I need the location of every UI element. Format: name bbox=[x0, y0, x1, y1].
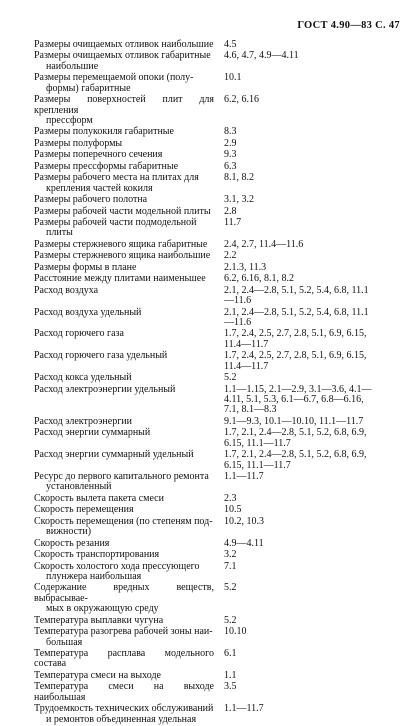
index-reference: 1.7, 2.1, 2.4—2.8, 5.1, 5.2, 6.8, 6.9, 6.15, 11.1—11.7 bbox=[224, 427, 367, 449]
term-line: Расход электроэнергии bbox=[34, 415, 132, 427]
index-entry bbox=[0, 95, 418, 126]
term-line: Размеры очищаемых отливок габаритные bbox=[34, 50, 211, 62]
index-reference: 2.1.3, 11.3 bbox=[224, 261, 267, 273]
term-continuation: формы) габаритные bbox=[46, 82, 131, 94]
term-line: Размеры формы в плане bbox=[34, 261, 137, 273]
index-reference: 9.1—9.3, 10.1—10.10, 11.1—11.7 bbox=[224, 415, 364, 427]
index-term bbox=[0, 207, 214, 217]
subject-index bbox=[0, 40, 418, 726]
index-term bbox=[0, 649, 214, 670]
index-reference: 11.7 bbox=[224, 217, 242, 229]
index-reference: 10.10 bbox=[224, 626, 247, 638]
index-reference: 9.3 bbox=[224, 149, 237, 161]
index-term bbox=[0, 539, 214, 549]
index-term bbox=[0, 263, 214, 273]
term-line: Трудоемкость технических обслуживаний bbox=[34, 703, 214, 715]
index-entry bbox=[0, 139, 418, 149]
index-reference: 2.3 bbox=[224, 492, 237, 504]
index-term bbox=[0, 195, 214, 205]
index-entry bbox=[0, 274, 418, 284]
term-line: Расход энергии суммарный bbox=[34, 427, 151, 439]
index-entry bbox=[0, 240, 418, 250]
index-entry bbox=[0, 562, 418, 583]
index-term bbox=[0, 472, 214, 493]
index-term bbox=[0, 308, 214, 329]
index-term bbox=[0, 351, 214, 372]
index-entry bbox=[0, 251, 418, 261]
term-continuation: наибольшие bbox=[46, 60, 99, 72]
index-entry bbox=[0, 351, 418, 372]
index-entry bbox=[0, 263, 418, 273]
index-reference: 6.2, 6.16, 8.1, 8.2 bbox=[224, 273, 294, 285]
index-entry bbox=[0, 207, 418, 217]
term-continuation: и ремонтов объединенная удельная bbox=[46, 713, 197, 725]
term-continuation: плунжера наибольшая bbox=[46, 570, 142, 582]
index-term bbox=[0, 240, 214, 250]
term-continuation: вижности) bbox=[46, 526, 92, 538]
index-term bbox=[0, 417, 214, 427]
index-term bbox=[0, 505, 214, 515]
term-line: Размеры очищаемых отливок наибольшие bbox=[34, 39, 214, 50]
index-entry bbox=[0, 505, 418, 515]
index-reference: 7.1 bbox=[224, 560, 237, 572]
index-reference: 4.6, 4.7, 4.9—4.11 bbox=[224, 50, 299, 62]
index-reference: 2.2 bbox=[224, 250, 237, 262]
index-term bbox=[0, 150, 214, 160]
index-term bbox=[0, 274, 214, 284]
term-line: Расход электроэнергии удельный bbox=[34, 383, 176, 395]
index-reference: 10.5 bbox=[224, 504, 242, 516]
term-line: Размеры поперечного сечения bbox=[34, 149, 163, 161]
index-entry bbox=[0, 450, 418, 471]
index-term bbox=[0, 40, 214, 50]
term-line: Скорость перемещения (по степеням под- bbox=[34, 515, 213, 527]
index-reference: 2.8 bbox=[224, 205, 237, 217]
term-line: Расход воздуха bbox=[34, 284, 99, 296]
index-term bbox=[0, 450, 214, 471]
term-line: Размеры прессформы габаритные bbox=[34, 160, 179, 172]
index-reference: 1.1 bbox=[224, 669, 237, 681]
index-reference: 8.3 bbox=[224, 126, 237, 138]
term-line: Температура разогрева рабочей зоны наи- bbox=[34, 626, 213, 638]
index-entry bbox=[0, 616, 418, 626]
term-line: Расход энергии суммарный удельный bbox=[34, 449, 194, 461]
index-term bbox=[0, 682, 214, 703]
term-continuation: большая bbox=[46, 636, 83, 648]
term-line: Температура расплава модельного состава bbox=[34, 647, 214, 670]
term-line: Температура выплавки чугуна bbox=[34, 614, 164, 626]
index-entry bbox=[0, 517, 418, 538]
index-term bbox=[0, 627, 214, 648]
term-continuation: мых в окружающую среду bbox=[46, 603, 159, 615]
index-reference: 3.2 bbox=[224, 549, 237, 561]
term-line: Скорость холостого хода прессующего bbox=[34, 560, 200, 572]
index-reference: 5.2 bbox=[224, 582, 237, 594]
index-entry bbox=[0, 218, 418, 239]
term-line: Скорость вылета пакета смеси bbox=[34, 492, 164, 504]
index-reference: 2.4, 2.7, 11.4—11.6 bbox=[224, 238, 304, 250]
index-entry bbox=[0, 162, 418, 172]
index-reference: 4.9—4.11 bbox=[224, 537, 264, 549]
index-reference: 1.7, 2.4, 2.5, 2.7, 2.8, 5.1, 6.9, 6.15, 11.4—11.7 bbox=[224, 350, 367, 372]
index-reference: 6.3 bbox=[224, 160, 237, 172]
term-line: Размеры перемещаемой опоки (полу- bbox=[34, 72, 194, 84]
index-term bbox=[0, 616, 214, 626]
index-reference: 10.2, 10.3 bbox=[224, 515, 264, 527]
index-reference: 10.1 bbox=[224, 72, 242, 84]
term-line: Размеры полуформы bbox=[34, 137, 123, 149]
term-line: Скорость перемещения bbox=[34, 504, 134, 516]
term-line: Размеры стержневого ящика габаритные bbox=[34, 238, 208, 250]
index-entry bbox=[0, 40, 418, 50]
index-entry bbox=[0, 550, 418, 560]
term-line: Ресурс до первого капитального ремонта bbox=[34, 471, 209, 483]
index-term bbox=[0, 251, 214, 261]
index-term bbox=[0, 704, 214, 725]
term-line: Скорость резания bbox=[34, 537, 110, 549]
index-reference: 2.9 bbox=[224, 137, 237, 149]
index-term bbox=[0, 583, 214, 614]
index-reference: 2.1, 2.4—2.8, 5.1, 5.2, 5.4, 6.8, 11.1—11.6 bbox=[224, 306, 369, 328]
index-reference: 1.7, 2.4, 2.5, 2.7, 2.8, 5.1, 6.9, 6.15, 11.4—11.7 bbox=[224, 328, 367, 350]
index-term bbox=[0, 385, 214, 416]
term-line: Содержание вредных веществ, выбрасывае- bbox=[34, 582, 214, 604]
index-term bbox=[0, 562, 214, 583]
term-line: Расход горючего газа удельный bbox=[34, 350, 168, 362]
index-entry bbox=[0, 308, 418, 329]
index-term bbox=[0, 162, 214, 172]
term-line: Расстояние между плитами наименьшее bbox=[34, 273, 206, 285]
term-continuation: крепления частей кокиля bbox=[46, 182, 153, 194]
index-reference: 8.1, 8.2 bbox=[224, 172, 254, 184]
index-reference: 1.1—1.15, 2.1—2.9, 3.1—3.6, 4.1—4.11, 5.1, 5.3, 6.1—6.7, 6.8—6.16, 7.1, 8.1—8.3 bbox=[224, 383, 372, 416]
term-line: Размеры рабочей части модельной плиты bbox=[34, 205, 211, 217]
term-continuation: прессформ bbox=[46, 114, 93, 126]
index-term bbox=[0, 671, 214, 681]
term-line: Размеры рабочего места на плитах для bbox=[34, 172, 199, 184]
index-entry bbox=[0, 682, 418, 703]
index-reference: 6.1 bbox=[224, 647, 237, 659]
index-reference: 1.1—11.7 bbox=[224, 703, 264, 715]
index-entry bbox=[0, 428, 418, 449]
term-continuation: установленный bbox=[46, 481, 112, 493]
term-line: Размеры рабочего полотна bbox=[34, 194, 148, 206]
page-header: ГОСТ 4.90—83 С. 47 bbox=[297, 20, 400, 31]
index-reference: 4.5 bbox=[224, 39, 237, 50]
index-reference: 5.2 bbox=[224, 372, 237, 384]
index-term bbox=[0, 286, 214, 307]
index-reference: 1.7, 2.1, 2.4—2.8, 5.1, 5.2, 6.8, 6.9, 6.15, 11.1—11.7 bbox=[224, 449, 367, 471]
term-line: Температура смеси на выходе наибольшая bbox=[34, 681, 214, 703]
term-line: Расход воздуха удельный bbox=[34, 306, 142, 318]
index-entry bbox=[0, 385, 418, 416]
index-entry bbox=[0, 173, 418, 194]
index-term bbox=[0, 494, 214, 504]
term-line: Размеры рабочей части подмодельной bbox=[34, 217, 197, 229]
index-entry bbox=[0, 494, 418, 504]
index-reference: 5.2 bbox=[224, 614, 237, 626]
index-entry bbox=[0, 417, 418, 427]
index-term bbox=[0, 428, 214, 449]
term-line: Скорость транспортирования bbox=[34, 549, 160, 561]
index-entry bbox=[0, 539, 418, 549]
index-term bbox=[0, 517, 214, 538]
term-line: Температура смеси на выходе bbox=[34, 669, 161, 681]
index-term bbox=[0, 95, 214, 126]
index-reference: 3.1, 3.2 bbox=[224, 194, 254, 206]
index-entry bbox=[0, 704, 418, 725]
index-entry bbox=[0, 472, 418, 493]
index-reference: 1.1—11.7 bbox=[224, 471, 264, 483]
index-entry bbox=[0, 195, 418, 205]
index-reference: 3.5 bbox=[224, 681, 237, 693]
index-term bbox=[0, 329, 214, 350]
index-entry bbox=[0, 51, 418, 72]
index-term bbox=[0, 550, 214, 560]
index-entry bbox=[0, 671, 418, 681]
index-term bbox=[0, 373, 214, 383]
index-entry bbox=[0, 73, 418, 94]
index-term bbox=[0, 173, 214, 194]
index-term bbox=[0, 139, 214, 149]
index-reference: 2.1, 2.4—2.8, 5.1, 5.2, 5.4, 6.8, 11.1—11.6 bbox=[224, 284, 369, 307]
index-entry bbox=[0, 329, 418, 350]
index-entry bbox=[0, 627, 418, 648]
index-entry bbox=[0, 127, 418, 137]
index-entry bbox=[0, 649, 418, 670]
index-entry bbox=[0, 583, 418, 614]
term-continuation: плиты bbox=[46, 227, 73, 239]
term-line: Размеры стержневого ящика наибольшие bbox=[34, 250, 211, 262]
term-line: Размеры полукокиля габаритные bbox=[34, 126, 174, 138]
index-term bbox=[0, 51, 214, 72]
index-entry bbox=[0, 150, 418, 160]
index-term bbox=[0, 218, 214, 239]
term-line: Размеры поверхностей плит для крепления bbox=[34, 94, 214, 116]
index-entry bbox=[0, 373, 418, 383]
index-entry bbox=[0, 286, 418, 307]
index-reference: 6.2, 6.16 bbox=[224, 94, 259, 106]
term-line: Расход горючего газа bbox=[34, 328, 124, 340]
index-term bbox=[0, 127, 214, 137]
index-term bbox=[0, 73, 214, 94]
term-line: Расход кокса удельный bbox=[34, 372, 132, 384]
